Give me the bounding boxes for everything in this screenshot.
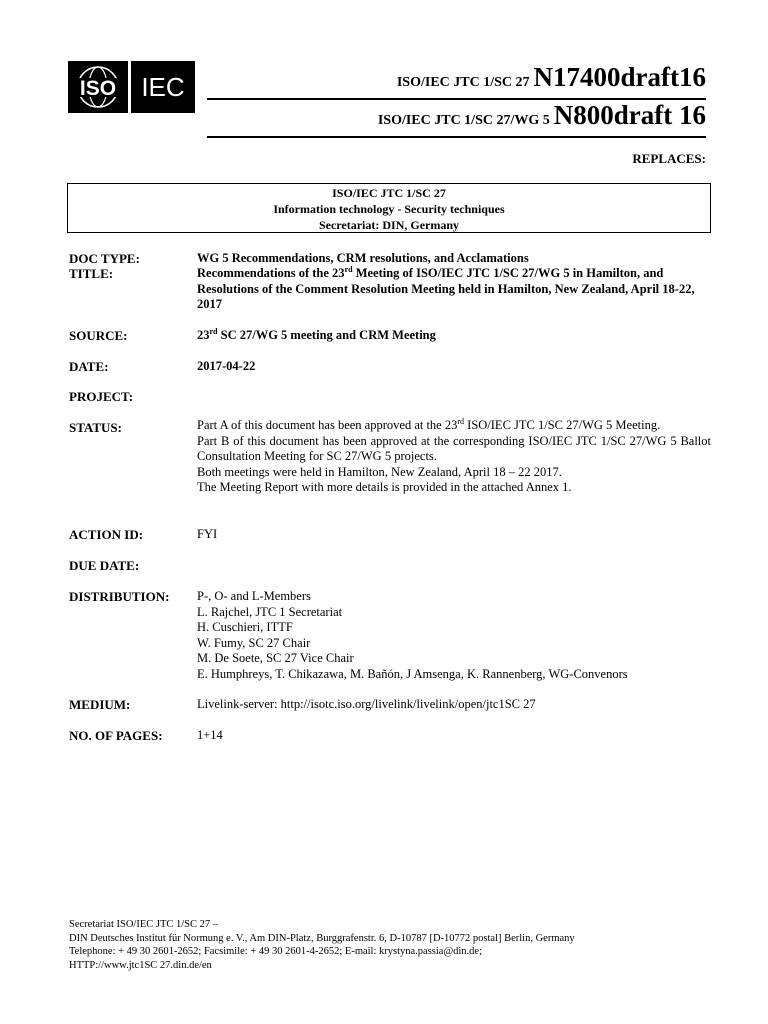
source-value: 23rd SC 27/WG 5 meeting and CRM Meeting (197, 326, 436, 342)
iso-logo-text: ISO (79, 77, 117, 100)
source-label: SOURCE: (69, 328, 128, 343)
footer-line: Secretariat ISO/IEC JTC 1/SC 27 – (69, 919, 219, 930)
header-committee: ISO/IEC JTC 1/SC 27 (396, 75, 530, 90)
status-value (197, 418, 711, 496)
distribution-label: DISTRIBUTION: (69, 589, 170, 604)
replaces-label: REPLACES: (632, 151, 706, 166)
footer-line: DIN Deutsches Institut für Normung e. V., Am DIN-Platz, Burggrafenstr. 6, D-10787 [D-10772 postal] Berlin, Germany (69, 932, 575, 944)
header-line1 (397, 62, 706, 93)
distribution-item: L. Rajchel, JTC 1 Secretariat (197, 604, 343, 619)
header-doc-number: N17400draft16 (533, 62, 706, 92)
doc-type-value: WG 5 Recommendations, CRM resolutions, and Acclamations (197, 251, 529, 265)
title-value: Recommendations of the 23rd Meeting of ISO/IEC JTC 1/SC 27/WG 5 in Hamilton, and Resolutions of the Comment Resolution Meeting held in Hamilton, New Zealand, April 18-22, 2017 (197, 264, 695, 311)
status-part-a: Part A of this document has been approved at the 23rd ISO/IEC JTC 1/SC 27/WG 5 Meeting. (197, 416, 661, 432)
distribution-item: W. Fumy, SC 27 Chair (197, 635, 311, 650)
box-line-3: Secretariat: DIN, Germany (318, 218, 460, 232)
due-date-label: DUE DATE: (69, 558, 140, 573)
header-wg-number: N800draft 16 (553, 100, 706, 130)
committee-box (67, 183, 711, 233)
project-label: PROJECT: (69, 389, 134, 404)
iso-iec-logo (68, 61, 195, 113)
distribution-item: M. De Soete, SC 27 Vice Chair (197, 651, 354, 665)
action-id-value: FYI (197, 527, 218, 541)
distribution-item: P-, O- and L-Members (197, 589, 311, 603)
distribution-item: H. Cuschieri, ITTF (197, 620, 293, 634)
status-report: The Meeting Report with more details is provided in the attached Annex 1. (197, 480, 572, 494)
status-label: STATUS: (69, 420, 122, 435)
title-label: TITLE: (69, 266, 114, 281)
action-id-label: ACTION ID: (69, 527, 144, 542)
box-line-1: ISO/IEC JTC 1/SC 27 (332, 186, 446, 200)
footer-line: Telephone: + 49 30 2601-2652; Facsimile: + 49 30 2601-4-2652; E-mail: krystyna.passia@din.de; (69, 946, 483, 957)
date-label: DATE: (69, 359, 109, 374)
pages-label: NO. OF PAGES: (69, 728, 163, 743)
medium-value: Livelink-server: http://isotc.iso.org/livelink/livelink/open/jtc1SC 27 (197, 697, 536, 711)
header-rule-2 (207, 136, 706, 138)
doc-type-label: DOC TYPE: (69, 251, 140, 266)
iec-logo-text: IEC (141, 72, 185, 102)
header-line2 (378, 100, 706, 131)
box-line-2: Information technology - Security techniques (273, 202, 505, 216)
status-meetings: Both meetings were held in Hamilton, New Zealand, April 18 – 22 2017. (197, 464, 562, 479)
date-value: 2017-04-22 (197, 359, 256, 373)
pages-value: 1+14 (197, 728, 223, 742)
footer-line: HTTP://www.jtc1SC 27.din.de/en (69, 959, 212, 971)
distribution-item: E. Humphreys, T. Chikazawa, M. Bañón, J Amsenga, K. Rannenberg, WG-Convenors (197, 666, 628, 681)
distribution-list (197, 589, 711, 682)
status-part-b: Part B of this document has been approved at the corresponding ISO/IEC JTC 1/SC 27/WG 5 Ballot Consultation Meeting for SC 27/WG 5 projects. (197, 433, 711, 463)
medium-label: MEDIUM: (69, 697, 131, 712)
header-wg: ISO/IEC JTC 1/SC 27/WG 5 (377, 113, 550, 128)
footer (69, 918, 709, 972)
